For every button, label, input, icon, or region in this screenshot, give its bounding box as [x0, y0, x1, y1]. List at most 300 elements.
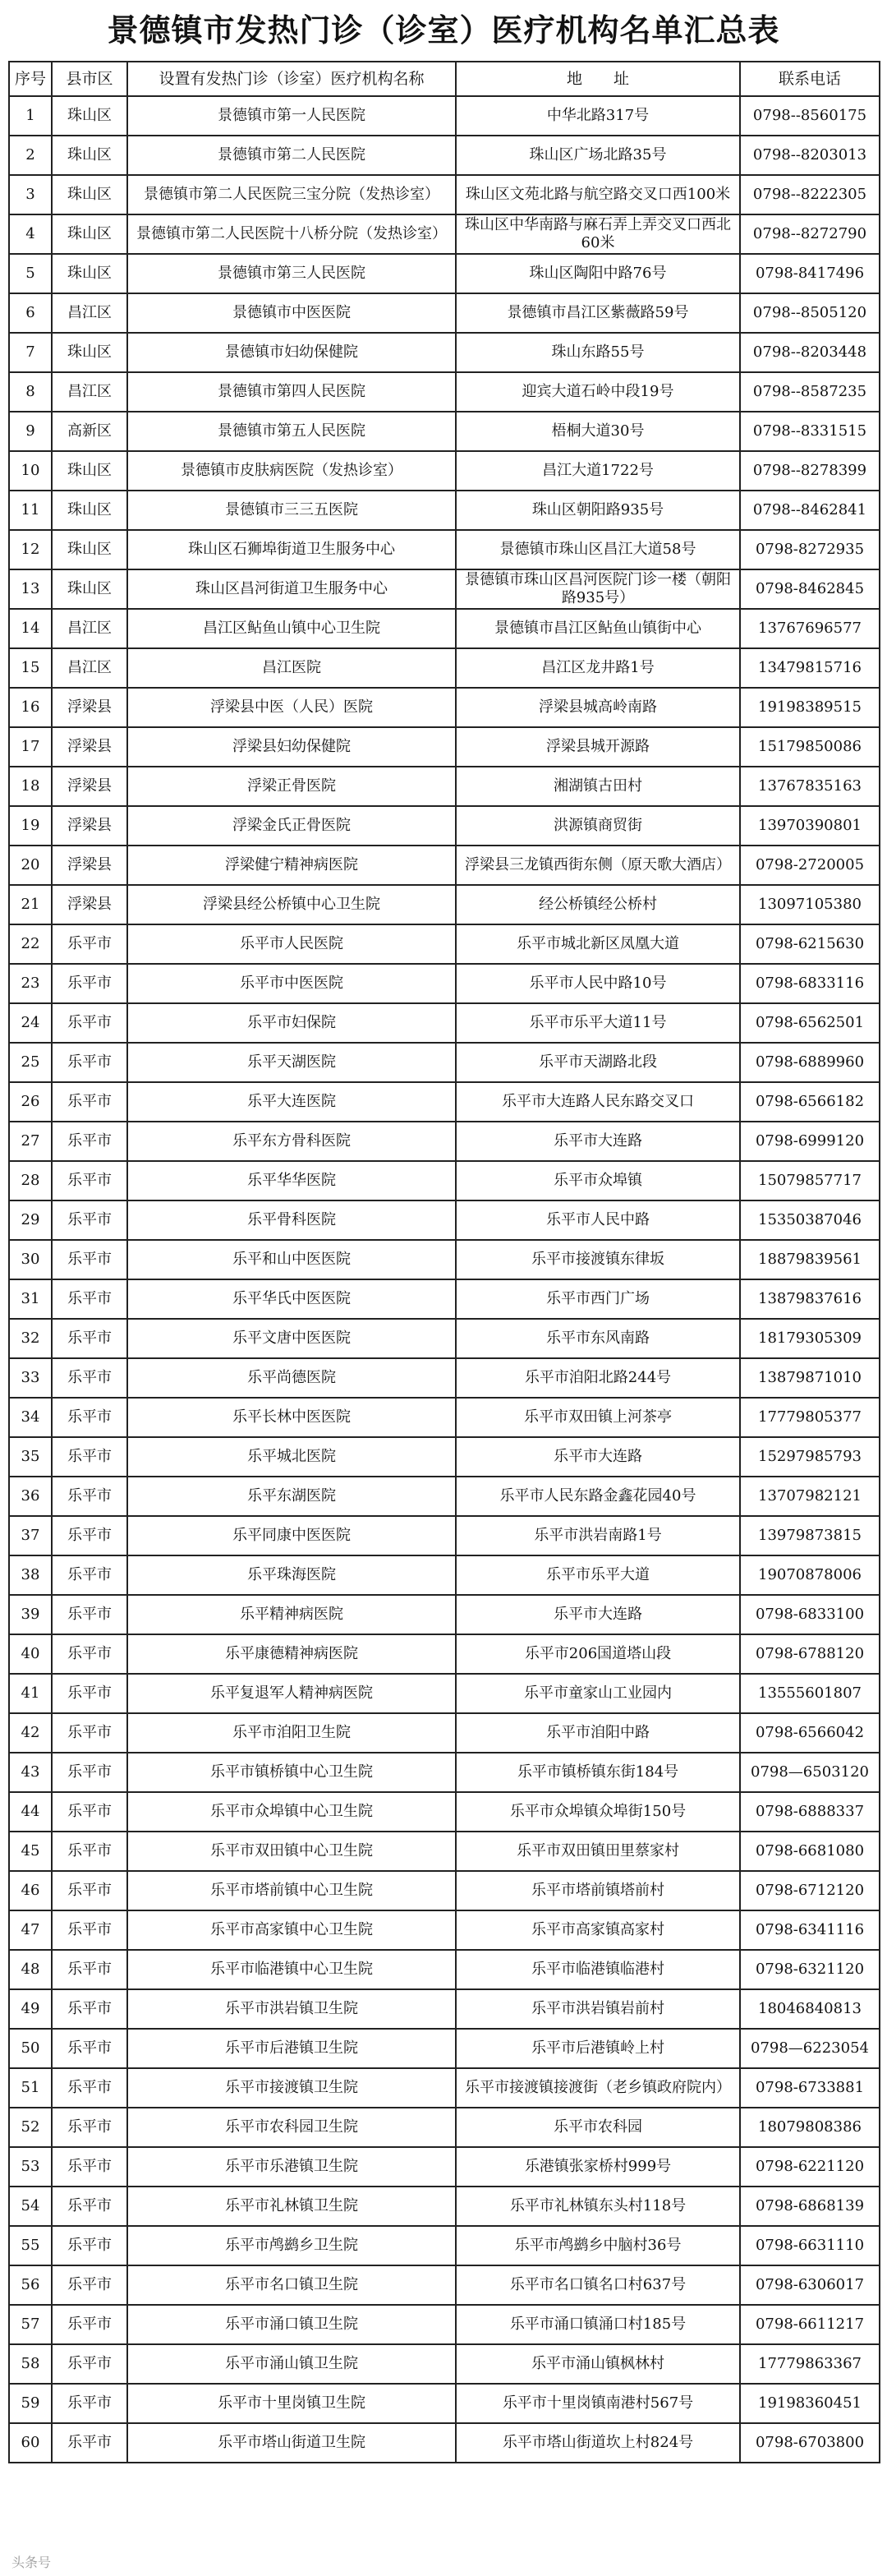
- cell-phone: 0798--8505120: [740, 293, 880, 333]
- cell-district: 珠山区: [52, 136, 127, 175]
- cell-phone: 15350387046: [740, 1200, 880, 1240]
- cell-no: 51: [9, 2068, 52, 2108]
- cell-name: 乐平市后港镇卫生院: [127, 2029, 456, 2068]
- cell-address: 乐平市农科园: [456, 2108, 740, 2147]
- cell-phone: 19198360451: [740, 2384, 880, 2423]
- cell-no: 40: [9, 1634, 52, 1674]
- cell-address: 浮梁县城高岭南路: [456, 688, 740, 727]
- cell-district: 乐平市: [52, 1279, 127, 1319]
- cell-name: 乐平市妇保院: [127, 1003, 456, 1043]
- table-row: [9, 293, 880, 333]
- cell-address: 乐平市天湖路北段: [456, 1043, 740, 1082]
- table-row: [9, 1634, 880, 1674]
- cell-phone: 0798-6221120: [740, 2147, 880, 2187]
- cell-district: 乐平市: [52, 1910, 127, 1950]
- cell-phone: 17779805377: [740, 1398, 880, 1437]
- cell-address: 乐平市大连路: [456, 1122, 740, 1161]
- table-row: [9, 1043, 880, 1082]
- cell-address: 洪源镇商贸街: [456, 806, 740, 846]
- cell-no: 14: [9, 609, 52, 648]
- cell-name: 乐平市礼林镇卫生院: [127, 2187, 456, 2226]
- cell-phone: 0798-6788120: [740, 1634, 880, 1674]
- cell-name: 乐平市名口镇卫生院: [127, 2265, 456, 2305]
- cell-name: 乐平珠海医院: [127, 1555, 456, 1595]
- header-name: 设置有发热门诊（诊室）医疗机构名称: [127, 62, 456, 96]
- cell-district: 乐平市: [52, 964, 127, 1003]
- cell-address: 乐平市高家镇高家村: [456, 1910, 740, 1950]
- cell-phone: 0798-6215630: [740, 924, 880, 964]
- cell-address: 乐港镇张家桥村999号: [456, 2147, 740, 2187]
- cell-no: 29: [9, 1200, 52, 1240]
- table-header-row: [9, 62, 880, 96]
- table-row: [9, 2029, 880, 2068]
- cell-district: 乐平市: [52, 1871, 127, 1910]
- cell-phone: 0798-6833116: [740, 964, 880, 1003]
- cell-name: 乐平市乐港镇卫生院: [127, 2147, 456, 2187]
- cell-no: 21: [9, 885, 52, 924]
- cell-district: 乐平市: [52, 1437, 127, 1477]
- cell-no: 55: [9, 2226, 52, 2265]
- cell-name: 景德镇市第五人民医院: [127, 412, 456, 451]
- cell-no: 49: [9, 1989, 52, 2029]
- cell-address: 乐平市大连路人民东路交叉口: [456, 1082, 740, 1122]
- cell-address: 乐平市乐平大道11号: [456, 1003, 740, 1043]
- cell-district: 乐平市: [52, 1555, 127, 1595]
- cell-no: 5: [9, 254, 52, 293]
- table-row: [9, 1161, 880, 1200]
- cell-no: 12: [9, 530, 52, 569]
- cell-name: 乐平天湖医院: [127, 1043, 456, 1082]
- cell-no: 45: [9, 1832, 52, 1871]
- cell-no: 16: [9, 688, 52, 727]
- cell-phone: 0798-6321120: [740, 1950, 880, 1989]
- table-row: [9, 1122, 880, 1161]
- cell-district: 浮梁县: [52, 885, 127, 924]
- cell-name: 乐平和山中医医院: [127, 1240, 456, 1279]
- table-row: [9, 727, 880, 767]
- table-row: [9, 767, 880, 806]
- cell-address: 珠山区中华南路与麻石弄上弄交叉口西北60米: [456, 214, 740, 254]
- cell-no: 23: [9, 964, 52, 1003]
- cell-phone: 0798--8203013: [740, 136, 880, 175]
- cell-district: 珠山区: [52, 96, 127, 136]
- cell-no: 8: [9, 372, 52, 412]
- cell-no: 22: [9, 924, 52, 964]
- cell-address: 乐平市接渡镇东律坂: [456, 1240, 740, 1279]
- table-row: [9, 569, 880, 609]
- table-row: [9, 96, 880, 136]
- cell-address: 珠山区文苑北路与航空路交叉口西100米: [456, 175, 740, 214]
- cell-no: 25: [9, 1043, 52, 1082]
- cell-no: 44: [9, 1792, 52, 1832]
- cell-no: 24: [9, 1003, 52, 1043]
- table-row: [9, 2187, 880, 2226]
- cell-name: 乐平市镇桥镇中心卫生院: [127, 1753, 456, 1792]
- cell-phone: 0798-2720005: [740, 846, 880, 885]
- table-row: [9, 1753, 880, 1792]
- cell-address: 乐平市十里岗镇南港村567号: [456, 2384, 740, 2423]
- cell-phone: 13879837616: [740, 1279, 880, 1319]
- cell-no: 1: [9, 96, 52, 136]
- cell-name: 景德镇市第三人民医院: [127, 254, 456, 293]
- cell-district: 乐平市: [52, 2029, 127, 2068]
- cell-name: 景德镇市第二人民医院: [127, 136, 456, 175]
- cell-no: 46: [9, 1871, 52, 1910]
- cell-district: 乐平市: [52, 2226, 127, 2265]
- cell-phone: 0798—6503120: [740, 1753, 880, 1792]
- cell-name: 乐平市塔前镇中心卫生院: [127, 1871, 456, 1910]
- cell-address: 景德镇市昌江区鲇鱼山镇街中心: [456, 609, 740, 648]
- cell-district: 乐平市: [52, 2068, 127, 2108]
- cell-no: 27: [9, 1122, 52, 1161]
- table-row: [9, 2226, 880, 2265]
- cell-phone: 0798-6631110: [740, 2226, 880, 2265]
- table-row: [9, 136, 880, 175]
- cell-address: 乐平市后港镇岭上村: [456, 2029, 740, 2068]
- header-address: 地 址: [456, 62, 740, 96]
- cell-district: 乐平市: [52, 1792, 127, 1832]
- cell-phone: 0798-6888337: [740, 1792, 880, 1832]
- cell-address: 景德镇市昌江区紫薇路59号: [456, 293, 740, 333]
- cell-phone: 0798--8278399: [740, 451, 880, 491]
- cell-district: 乐平市: [52, 2187, 127, 2226]
- cell-phone: 0798—6223054: [740, 2029, 880, 2068]
- cell-district: 乐平市: [52, 2344, 127, 2384]
- cell-phone: 19070878006: [740, 1555, 880, 1595]
- table-row: [9, 2423, 880, 2463]
- table-body: [9, 96, 880, 2463]
- cell-name: 乐平城北医院: [127, 1437, 456, 1477]
- cell-district: 乐平市: [52, 1122, 127, 1161]
- cell-no: 2: [9, 136, 52, 175]
- cell-address: 乐平市众埠镇: [456, 1161, 740, 1200]
- cell-no: 18: [9, 767, 52, 806]
- cell-no: 47: [9, 1910, 52, 1950]
- cell-phone: 0798-8462845: [740, 569, 880, 609]
- cell-name: 乐平市双田镇中心卫生院: [127, 1832, 456, 1871]
- table-row: [9, 1437, 880, 1477]
- table-row: [9, 2305, 880, 2344]
- cell-address: 珠山区广场北路35号: [456, 136, 740, 175]
- cell-no: 58: [9, 2344, 52, 2384]
- cell-address: 珠山区陶阳中路76号: [456, 254, 740, 293]
- table-row: [9, 1516, 880, 1555]
- cell-phone: 0798-6566042: [740, 1713, 880, 1753]
- cell-address: 乐平市双田镇上河茶亭: [456, 1398, 740, 1437]
- cell-phone: 0798-6562501: [740, 1003, 880, 1043]
- cell-address: 乐平市塔前镇塔前村: [456, 1871, 740, 1910]
- cell-district: 乐平市: [52, 1595, 127, 1634]
- cell-district: 乐平市: [52, 2147, 127, 2187]
- cell-address: 景德镇市珠山区昌河医院门诊一楼（朝阳路935号）: [456, 569, 740, 609]
- cell-phone: 0798-8417496: [740, 254, 880, 293]
- cell-name: 乐平市涌口镇卫生院: [127, 2305, 456, 2344]
- cell-no: 39: [9, 1595, 52, 1634]
- cell-no: 34: [9, 1398, 52, 1437]
- cell-address: 乐平市礼林镇东头村118号: [456, 2187, 740, 2226]
- table-row: [9, 333, 880, 372]
- cell-no: 41: [9, 1674, 52, 1713]
- cell-district: 乐平市: [52, 2305, 127, 2344]
- cell-address: 乐平市塔山街道坎上村824号: [456, 2423, 740, 2463]
- cell-name: 乐平骨科医院: [127, 1200, 456, 1240]
- table-row: [9, 1792, 880, 1832]
- cell-no: 48: [9, 1950, 52, 1989]
- header-no: 序号: [9, 62, 52, 96]
- cell-phone: 0798--8272790: [740, 214, 880, 254]
- table-row: [9, 2108, 880, 2147]
- cell-address: 乐平市洎阳中路: [456, 1713, 740, 1753]
- cell-district: 浮梁县: [52, 727, 127, 767]
- cell-address: 乐平市洪岩南路1号: [456, 1516, 740, 1555]
- cell-phone: 19198389515: [740, 688, 880, 727]
- cell-address: 昌江大道1722号: [456, 451, 740, 491]
- cell-address: 乐平市大连路: [456, 1595, 740, 1634]
- cell-district: 浮梁县: [52, 767, 127, 806]
- table-row: [9, 1871, 880, 1910]
- table-row: [9, 1398, 880, 1437]
- cell-phone: 13970390801: [740, 806, 880, 846]
- cell-address: 乐平市鸬鹚乡中脑村36号: [456, 2226, 740, 2265]
- table-row: [9, 412, 880, 451]
- cell-name: 景德镇市妇幼保健院: [127, 333, 456, 372]
- cell-address: 乐平市双田镇田里蔡家村: [456, 1832, 740, 1871]
- cell-name: 乐平华氏中医医院: [127, 1279, 456, 1319]
- cell-address: 浮梁县城开源路: [456, 727, 740, 767]
- cell-phone: 13979873815: [740, 1516, 880, 1555]
- cell-name: 景德镇市中医医院: [127, 293, 456, 333]
- cell-name: 景德镇市皮肤病医院（发热诊室）: [127, 451, 456, 491]
- cell-name: 浮梁正骨医院: [127, 767, 456, 806]
- table-row: [9, 2384, 880, 2423]
- table-row: [9, 1082, 880, 1122]
- cell-district: 乐平市: [52, 1082, 127, 1122]
- cell-no: 17: [9, 727, 52, 767]
- cell-no: 3: [9, 175, 52, 214]
- cell-no: 30: [9, 1240, 52, 1279]
- cell-district: 乐平市: [52, 1398, 127, 1437]
- table-row: [9, 1003, 880, 1043]
- cell-district: 乐平市: [52, 1161, 127, 1200]
- cell-name: 乐平东方骨科医院: [127, 1122, 456, 1161]
- cell-district: 珠山区: [52, 254, 127, 293]
- cell-address: 乐平市大连路: [456, 1437, 740, 1477]
- cell-district: 乐平市: [52, 1043, 127, 1082]
- table-row: [9, 964, 880, 1003]
- cell-address: 乐平市城北新区凤凰大道: [456, 924, 740, 964]
- cell-phone: 18179305309: [740, 1319, 880, 1358]
- cell-phone: 0798-6712120: [740, 1871, 880, 1910]
- table-row: [9, 648, 880, 688]
- table-row: [9, 1200, 880, 1240]
- table-row: [9, 1477, 880, 1516]
- table-row: [9, 846, 880, 885]
- table-row: [9, 2068, 880, 2108]
- cell-district: 昌江区: [52, 293, 127, 333]
- cell-address: 迎宾大道石岭中段19号: [456, 372, 740, 412]
- cell-address: 乐平市镇桥镇东街184号: [456, 1753, 740, 1792]
- cell-phone: 15179850086: [740, 727, 880, 767]
- cell-address: 乐平市乐平大道: [456, 1555, 740, 1595]
- cell-no: 20: [9, 846, 52, 885]
- cell-no: 19: [9, 806, 52, 846]
- cell-district: 珠山区: [52, 491, 127, 530]
- cell-name: 乐平市人民医院: [127, 924, 456, 964]
- cell-no: 50: [9, 2029, 52, 2068]
- cell-no: 42: [9, 1713, 52, 1753]
- cell-name: 浮梁县妇幼保健院: [127, 727, 456, 767]
- cell-district: 乐平市: [52, 1989, 127, 2029]
- cell-address: 湘湖镇古田村: [456, 767, 740, 806]
- cell-no: 9: [9, 412, 52, 451]
- cell-name: 浮梁金氏正骨医院: [127, 806, 456, 846]
- cell-district: 乐平市: [52, 1003, 127, 1043]
- cell-district: 乐平市: [52, 1634, 127, 1674]
- cell-no: 53: [9, 2147, 52, 2187]
- cell-name: 乐平市涌山镇卫生院: [127, 2344, 456, 2384]
- cell-district: 乐平市: [52, 1358, 127, 1398]
- cell-name: 乐平大连医院: [127, 1082, 456, 1122]
- cell-name: 乐平市临港镇中心卫生院: [127, 1950, 456, 1989]
- table-row: [9, 609, 880, 648]
- cell-name: 乐平尚德医院: [127, 1358, 456, 1398]
- cell-address: 梧桐大道30号: [456, 412, 740, 451]
- cell-district: 乐平市: [52, 1319, 127, 1358]
- cell-district: 昌江区: [52, 609, 127, 648]
- cell-phone: 18879839561: [740, 1240, 880, 1279]
- cell-address: 乐平市人民中路10号: [456, 964, 740, 1003]
- cell-district: 珠山区: [52, 214, 127, 254]
- cell-district: 昌江区: [52, 648, 127, 688]
- cell-address: 乐平市东风南路: [456, 1319, 740, 1358]
- table-row: [9, 372, 880, 412]
- cell-district: 乐平市: [52, 1832, 127, 1871]
- cell-name: 乐平华华医院: [127, 1161, 456, 1200]
- cell-no: 13: [9, 569, 52, 609]
- cell-no: 37: [9, 1516, 52, 1555]
- cell-phone: 0798-8272935: [740, 530, 880, 569]
- cell-no: 31: [9, 1279, 52, 1319]
- cell-district: 珠山区: [52, 333, 127, 372]
- cell-no: 56: [9, 2265, 52, 2305]
- cell-phone: 0798-6306017: [740, 2265, 880, 2305]
- page-title: 景德镇市发热门诊（诊室）医疗机构名单汇总表: [107, 12, 780, 48]
- table-row: [9, 885, 880, 924]
- cell-address: 浮梁县三龙镇西街东侧（原天歌大酒店）: [456, 846, 740, 885]
- cell-phone: 13555601807: [740, 1674, 880, 1713]
- cell-name: 浮梁县中医（人民）医院: [127, 688, 456, 727]
- cell-phone: 0798-6889960: [740, 1043, 880, 1082]
- cell-name: 景德镇市三三五医院: [127, 491, 456, 530]
- cell-name: 昌江区鲇鱼山镇中心卫生院: [127, 609, 456, 648]
- cell-phone: 13479815716: [740, 648, 880, 688]
- table-row: [9, 688, 880, 727]
- table-row: [9, 530, 880, 569]
- table-row: [9, 1595, 880, 1634]
- cell-phone: 18079808386: [740, 2108, 880, 2147]
- table-row: [9, 1674, 880, 1713]
- cell-name: 景德镇市第二人民医院十八桥分院（发热诊室）: [127, 214, 456, 254]
- cell-no: 26: [9, 1082, 52, 1122]
- table-row: [9, 1989, 880, 2029]
- cell-district: 浮梁县: [52, 846, 127, 885]
- header-phone: 联系电话: [740, 62, 880, 96]
- cell-district: 乐平市: [52, 1674, 127, 1713]
- cell-phone: 0798-6681080: [740, 1832, 880, 1871]
- table-row: [9, 451, 880, 491]
- cell-phone: 0798-6566182: [740, 1082, 880, 1122]
- cell-name: 乐平市十里岗镇卫生院: [127, 2384, 456, 2423]
- cell-address: 乐平市洎阳北路244号: [456, 1358, 740, 1398]
- cell-no: 36: [9, 1477, 52, 1516]
- table-row: [9, 2344, 880, 2384]
- cell-no: 32: [9, 1319, 52, 1358]
- cell-phone: 0798--8560175: [740, 96, 880, 136]
- cell-address: 乐平市众埠镇众埠街150号: [456, 1792, 740, 1832]
- cell-district: 高新区: [52, 412, 127, 451]
- cell-district: 珠山区: [52, 530, 127, 569]
- cell-name: 珠山区石狮埠街道卫生服务中心: [127, 530, 456, 569]
- cell-phone: 13767696577: [740, 609, 880, 648]
- cell-phone: 0798--8331515: [740, 412, 880, 451]
- cell-name: 乐平长林中医医院: [127, 1398, 456, 1437]
- table-row: [9, 1319, 880, 1358]
- cell-no: 10: [9, 451, 52, 491]
- cell-district: 乐平市: [52, 2384, 127, 2423]
- cell-address: 乐平市涌山镇枫林村: [456, 2344, 740, 2384]
- cell-address: 乐平市西门广场: [456, 1279, 740, 1319]
- cell-name: 乐平市众埠镇中心卫生院: [127, 1792, 456, 1832]
- cell-address: 乐平市洪岩镇岩前村: [456, 1989, 740, 2029]
- cell-phone: 0798--8222305: [740, 175, 880, 214]
- cell-name: 乐平市中医医院: [127, 964, 456, 1003]
- table-row: [9, 1950, 880, 1989]
- cell-name: 乐平市塔山街道卫生院: [127, 2423, 456, 2463]
- cell-address: 乐平市接渡镇接渡街（老乡镇政府院内）: [456, 2068, 740, 2108]
- cell-district: 珠山区: [52, 451, 127, 491]
- table-row: [9, 924, 880, 964]
- cell-address: 珠山区朝阳路935号: [456, 491, 740, 530]
- cell-name: 景德镇市第一人民医院: [127, 96, 456, 136]
- cell-district: 昌江区: [52, 372, 127, 412]
- cell-name: 浮梁健宁精神病医院: [127, 846, 456, 885]
- cell-district: 乐平市: [52, 1200, 127, 1240]
- cell-name: 乐平市高家镇中心卫生院: [127, 1910, 456, 1950]
- cell-phone: 17779863367: [740, 2344, 880, 2384]
- cell-phone: 0798-6733881: [740, 2068, 880, 2108]
- cell-name: 乐平复退军人精神病医院: [127, 1674, 456, 1713]
- cell-no: 43: [9, 1753, 52, 1792]
- cell-phone: 15297985793: [740, 1437, 880, 1477]
- cell-phone: 13879871010: [740, 1358, 880, 1398]
- table-row: [9, 175, 880, 214]
- cell-phone: 0798-6868139: [740, 2187, 880, 2226]
- table-row: [9, 2147, 880, 2187]
- cell-phone: 0798-6341116: [740, 1910, 880, 1950]
- cell-name: 乐平市农科园卫生院: [127, 2108, 456, 2147]
- table-row: [9, 254, 880, 293]
- table-row: [9, 491, 880, 530]
- cell-address: 昌江区龙井路1号: [456, 648, 740, 688]
- cell-no: 6: [9, 293, 52, 333]
- cell-district: 乐平市: [52, 1240, 127, 1279]
- cell-address: 经公桥镇经公桥村: [456, 885, 740, 924]
- cell-name: 乐平文唐中医医院: [127, 1319, 456, 1358]
- table-row: [9, 1240, 880, 1279]
- cell-no: 11: [9, 491, 52, 530]
- cell-phone: 0798--8462841: [740, 491, 880, 530]
- cell-name: 浮梁县经公桥镇中心卫生院: [127, 885, 456, 924]
